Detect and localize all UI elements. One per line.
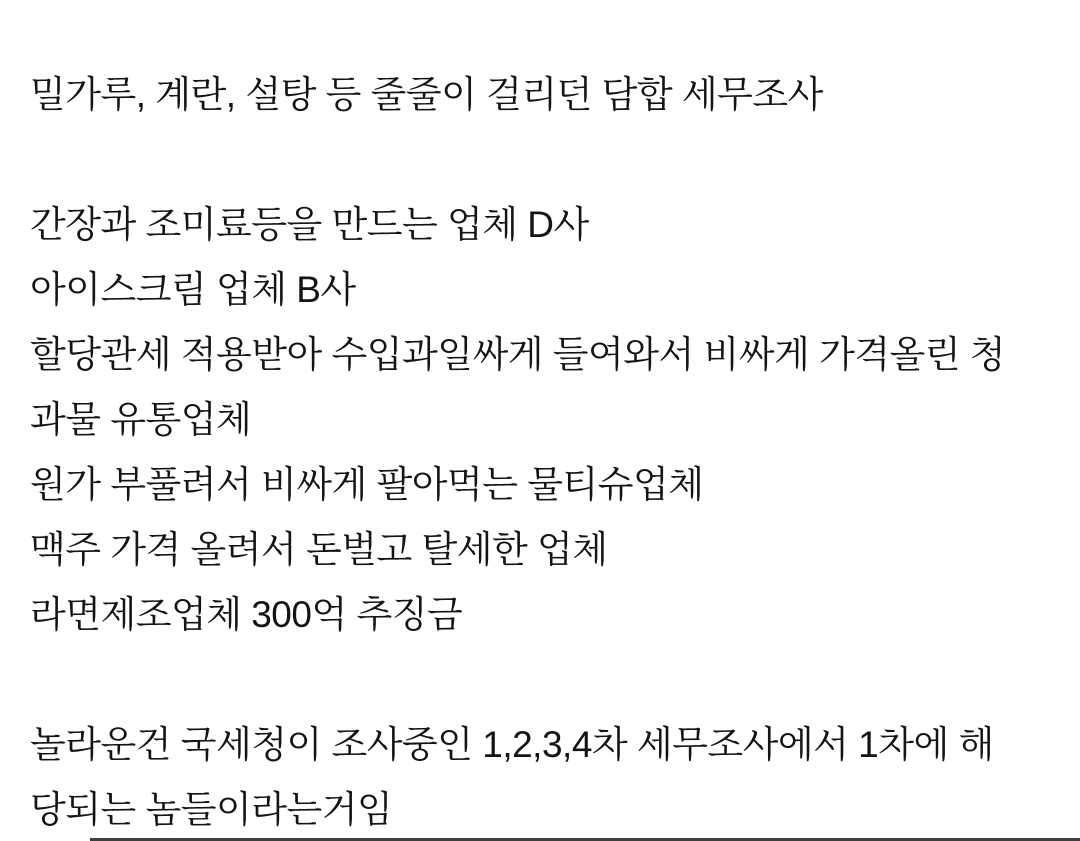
- text-line: 놀라운건 국세청이 조사중인 1,2,3,4차 세무조사에서 1차에 해: [30, 724, 994, 765]
- text-line: 과물 유통업체: [30, 399, 252, 440]
- text-line: 간장과 조미료등을 만드는 업체 D사: [30, 204, 589, 245]
- text-line: 당되는 놈들이라는거임: [30, 789, 393, 830]
- text-line: 아이스크림 업체 B사: [30, 269, 356, 310]
- text-line: [30, 647, 1052, 712]
- text-line: 밀가루, 계란, 설탕 등 줄줄이 걸리던 담합 세무조사: [30, 74, 823, 115]
- text-line: 맥주 가격 올려서 돈벌고 탈세한 업체: [30, 529, 608, 570]
- text-line: 할당관세 적용받아 수입과일싸게 들여와서 비싸게 가격올린 청: [30, 334, 1005, 375]
- text-line: 라면제조업체 300억 추징금: [30, 594, 463, 635]
- text-line: 원가 부풀려서 비싸게 팔아먹는 물티슈업체: [30, 464, 704, 505]
- post-text-lines: [30, 62, 1052, 841]
- text-line: [30, 127, 1052, 192]
